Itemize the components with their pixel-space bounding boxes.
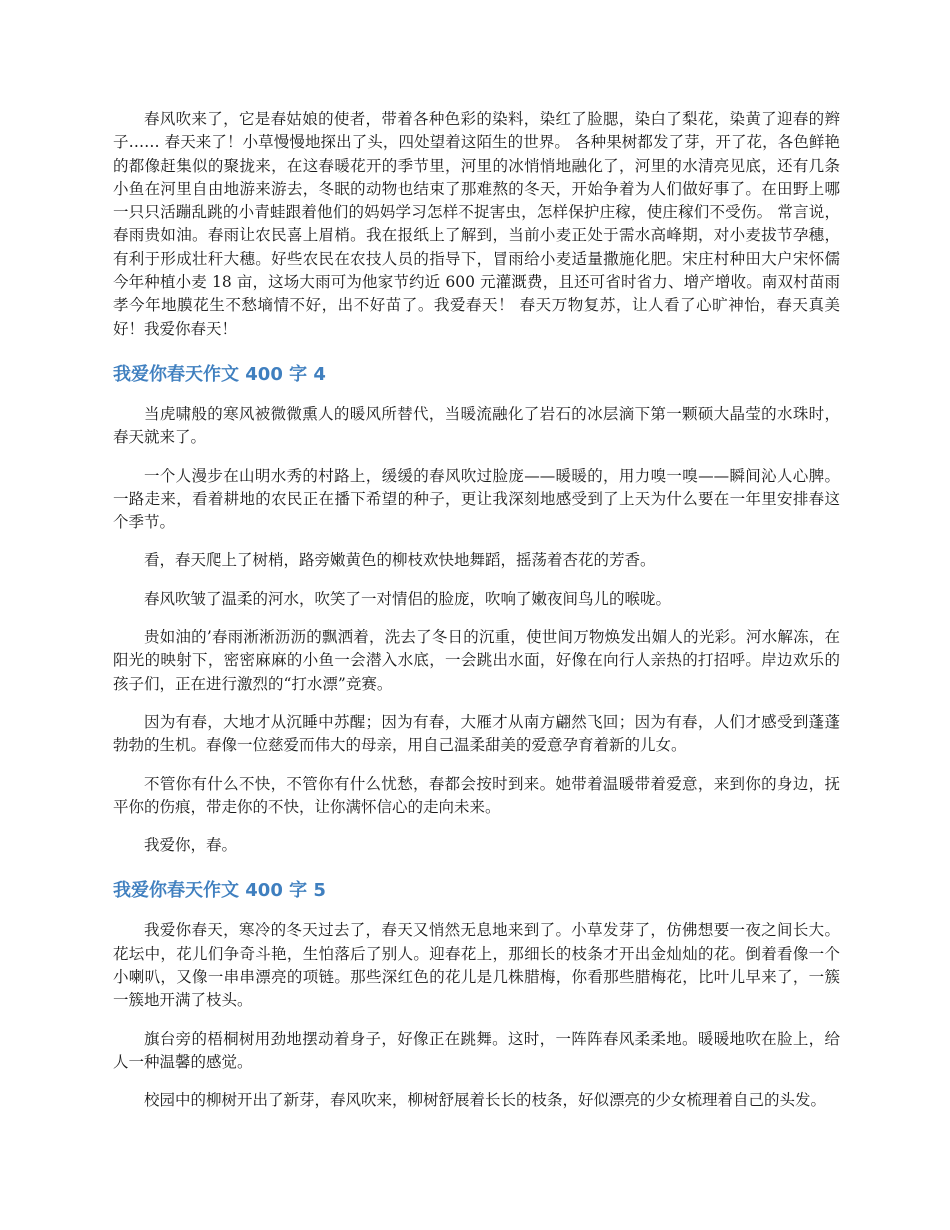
paragraph: 一个人漫步在山明水秀的村路上，缓缓的春风吹过脸庞——暖暖的，用力嗅一嗅——瞬间沁人心脾。一路走来，看着耕地的农民正在播下希望的种子，更让我深刻地感受到了上天为什么要在一年里安排春这个季节。: [113, 466, 840, 532]
paragraph: 春风吹来了，它是春姑娘的使者，带着各种色彩的染料，染红了脸腮，染白了梨花，染黄了迎春的辫子…… 春天来了！小草慢慢地探出了头，四处望着这陌生的世界。 各种果树都发了芽，开了花，各色鲜艳的都像赶集似的聚拢来，在这春暖花开的季节里，河里的冰悄悄地融化了，河里的水清亮见底，还有几条小鱼在河里自由地游来游去，冬眠的动物也结束了那难熬的冬天，开始争着为人们做好事了。在田野上哪一只只活蹦乱跳的小青蛙跟着他们的妈妈学习怎样不捉害虫，怎样保护庄稼，使庄稼们不受伤。 常言说，春雨贵如油。春雨让农民喜上眉梢。我在报纸上了解到，当前小麦正处于需水高峰期，对小麦拔节孕穗，有利于形成壮秆大穗。好些农民在农技人员的指导下，冒雨给小麦适量撒施化肥。宋庄村种田大户宋怀儒今年种植小麦 18 亩，这场大雨可为他家节约近 600 元灌溉费，且还可省时省力、增产增收。南双村苗雨孝今年地膜花生不愁墒情不好，出不好苗了。我爱春天！ 春天万物复苏，让人看了心旷神怡，春天真美好！我爱你春天！: [113, 110, 840, 338]
paragraph: 当虎啸般的寒风被微微熏人的暖风所替代，当暖流融化了岩石的冰层滴下第一颗硕大晶莹的水珠时，春天就来了。: [113, 404, 840, 447]
paragraph: 我爱你，春。: [144, 836, 238, 855]
paragraph: 看，春天爬上了树梢，路旁嫩黄色的柳枝欢快地舞蹈，摇荡着杏花的芳香。: [144, 551, 656, 570]
essay-section-5: [113, 879, 840, 1112]
essay-section-4: [113, 363, 840, 857]
section-heading: 我爱你春天作文 400 字 4: [113, 363, 326, 385]
section-heading: 我爱你春天作文 400 字 5: [113, 880, 326, 902]
document-page: [113, 108, 840, 1128]
paragraph: 因为有春，大地才从沉睡中苏醒；因为有春，大雁才从南方翩然飞回；因为有春，人们才感受到蓬蓬勃勃的生机。春像一位慈爱而伟大的母亲，用自己温柔甜美的爱意孕育着新的儿女。: [113, 712, 840, 755]
paragraph: 不管你有什么不快，不管你有什么忧愁，春都会按时到来。她带着温暖带着爱意，来到你的身边，抚平你的伤痕，带走你的不快，让你满怀信心的走向未来。: [113, 774, 840, 816]
paragraph: 春风吹皱了温柔的河水，吹笑了一对情侣的脸庞，吹响了嫩夜间鸟儿的喉咙。: [144, 589, 672, 608]
paragraph: 贵如油的’春雨淅淅沥沥的飘洒着，洗去了冬日的沉重，使世间万物焕发出媚人的光彩。河水解冻，在阳光的映射下，密密麻麻的小鱼一会潜入水底，一会跳出水面，好像在向行人亲热的打招呼。岸边欢乐的孩子们，正在进行激烈的“打水漂”竞赛。: [113, 628, 840, 693]
intro-section: [113, 108, 840, 341]
paragraph: 我爱你春天，寒冷的冬天过去了，春天又悄然无息地来到了。小草发芽了，仿佛想要一夜之间长大。花坛中，花儿们争奇斗艳，生怕落后了别人。迎春花上，那细长的枝条才开出金灿灿的花。倒着看像一个小喇叭，又像一串串漂亮的项链。那些深红色的花儿是几株腊梅，你看那些腊梅花，比叶儿早来了，一簇一簇地开满了枝头。: [113, 921, 840, 1010]
paragraph: 校园中的柳树开出了新芽，春风吹来，柳树舒展着长长的枝条，好似漂亮的少女梳理着自己的头发。: [144, 1091, 827, 1110]
paragraph: 旗台旁的梧桐树用劲地摆动着身子，好像正在跳舞。这时，一阵阵春风柔柔地。暖暖地吹在脸上，给人一种温馨的感觉。: [113, 1029, 840, 1071]
